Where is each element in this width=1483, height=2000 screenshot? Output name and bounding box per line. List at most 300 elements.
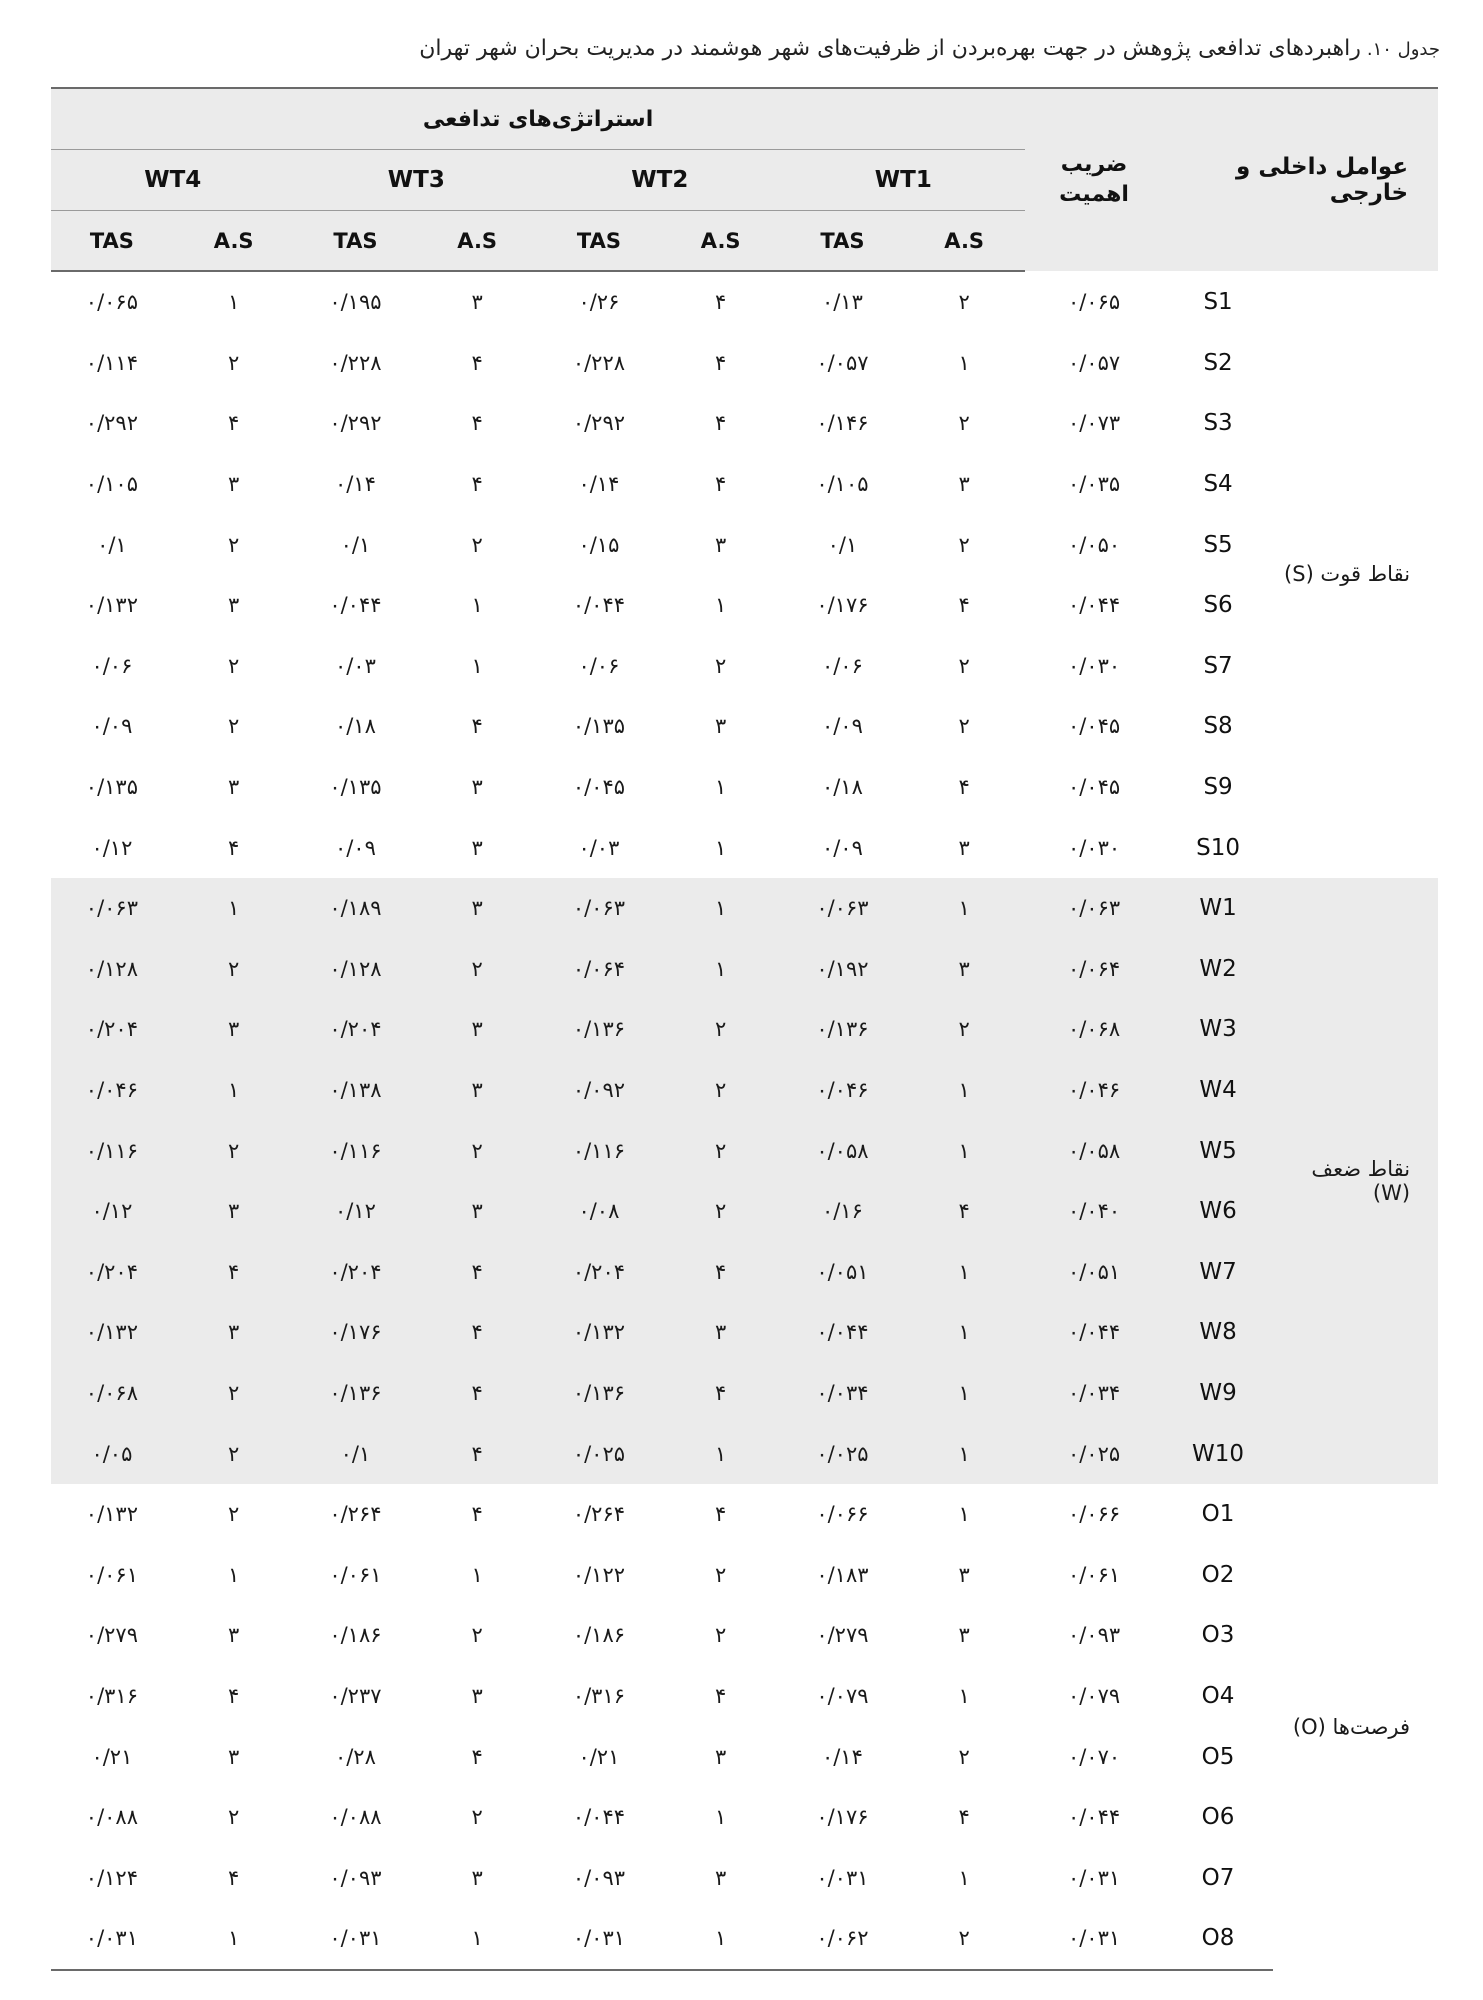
as-score: ۴ bbox=[228, 411, 240, 436]
factor-code: W10 bbox=[1163, 1423, 1273, 1484]
as-score: ۴ bbox=[471, 1744, 483, 1769]
tas-score: ۰/۱۵ bbox=[578, 532, 620, 557]
table-row bbox=[51, 514, 1438, 575]
tas-score: ۰/۳۱۶ bbox=[85, 1683, 138, 1708]
importance-coefficient: ۰/۰۳۰ bbox=[1067, 653, 1121, 678]
as-score: ۱ bbox=[416, 1908, 538, 1970]
header-tas: TAS bbox=[51, 211, 173, 272]
tas-score: ۰/۱۳۶ bbox=[538, 1363, 660, 1424]
as-score: ۲ bbox=[228, 532, 240, 557]
factor-code: O3 bbox=[1201, 1622, 1235, 1649]
factor-code: O8 bbox=[1163, 1908, 1273, 1970]
header-as: A.S bbox=[173, 211, 295, 272]
as-score: ۴ bbox=[416, 1423, 538, 1484]
tas-score: ۰/۱۷۶ bbox=[816, 1805, 869, 1830]
tas-score: ۰/۰۶۳ bbox=[782, 878, 904, 939]
importance-coefficient: ۰/۰۶۱ bbox=[1067, 1562, 1121, 1587]
tas-score: ۰/۰۶ bbox=[821, 653, 863, 678]
as-score: ۳ bbox=[958, 1562, 970, 1587]
table-row bbox=[51, 1544, 1438, 1605]
importance-coefficient: ۰/۰۴۴ bbox=[1067, 1805, 1121, 1830]
tas-score: ۰/۰۶۸ bbox=[51, 1363, 173, 1424]
importance-coefficient: ۰/۰۶۶ bbox=[1067, 1502, 1121, 1527]
factor-code: O4 bbox=[1201, 1682, 1235, 1709]
as-score: ۳ bbox=[416, 1181, 538, 1242]
importance-coefficient: ۰/۰۷۰ bbox=[1067, 1744, 1121, 1769]
tas-score: ۰/۰۴۴ bbox=[572, 1805, 626, 1830]
as-score: ۳ bbox=[416, 999, 538, 1060]
tas-score: ۰/۰۸ bbox=[538, 1181, 660, 1242]
table-row bbox=[51, 1181, 1438, 1242]
tas-score: ۰/۰۸۸ bbox=[85, 1805, 138, 1830]
as-score: ۱ bbox=[903, 1302, 1025, 1363]
header-tas: TAS bbox=[538, 211, 660, 272]
as-score: ۳ bbox=[173, 999, 295, 1060]
as-score: ۱ bbox=[958, 1502, 970, 1527]
as-score: ۴ bbox=[958, 775, 970, 800]
as-score: ۲ bbox=[228, 653, 240, 678]
as-score: ۲ bbox=[173, 1363, 295, 1424]
header-as: A.S bbox=[660, 211, 782, 272]
tas-score: ۰/۲۹۲ bbox=[572, 411, 626, 436]
as-score: ۴ bbox=[715, 411, 727, 436]
tas-score: ۰/۱۴ bbox=[578, 472, 620, 497]
as-score: ۱ bbox=[228, 290, 240, 315]
tas-score: ۰/۰۶ bbox=[91, 653, 133, 678]
tas-score: ۰/۱۳۲ bbox=[85, 593, 138, 618]
tas-score: ۰/۰۳ bbox=[578, 835, 620, 860]
as-score: ۳ bbox=[471, 1865, 483, 1890]
table-row bbox=[51, 636, 1438, 697]
tas-score: ۰/۰۹۲ bbox=[538, 1060, 660, 1121]
factor-group-label: نقاط ضعف (W) bbox=[1273, 878, 1438, 1484]
as-score: ۱ bbox=[903, 1060, 1025, 1121]
table-row bbox=[51, 333, 1438, 394]
tas-score: ۰/۰۷۹ bbox=[816, 1683, 869, 1708]
tas-score: ۰/۱۳۲ bbox=[538, 1302, 660, 1363]
as-score: ۱ bbox=[903, 878, 1025, 939]
as-score: ۳ bbox=[228, 593, 240, 618]
as-score: ۳ bbox=[416, 1060, 538, 1121]
tas-score: ۰/۳۱۶ bbox=[572, 1683, 626, 1708]
tas-score: ۰/۰۶۴ bbox=[538, 939, 660, 1000]
tas-score: ۰/۲۷۹ bbox=[816, 1623, 869, 1648]
table-row bbox=[51, 1908, 1438, 1970]
tas-score: ۰/۱۹۵ bbox=[329, 290, 382, 315]
as-score: ۲ bbox=[903, 999, 1025, 1060]
as-score: ۴ bbox=[958, 593, 970, 618]
factor-code: W6 bbox=[1163, 1181, 1273, 1242]
importance-coefficient: ۰/۰۵۱ bbox=[1025, 1242, 1163, 1303]
table-row bbox=[51, 1060, 1438, 1121]
importance-coefficient: ۰/۰۶۴ bbox=[1025, 939, 1163, 1000]
as-score: ۲ bbox=[173, 939, 295, 1000]
as-score: ۱ bbox=[660, 939, 782, 1000]
as-score: ۴ bbox=[471, 472, 483, 497]
factor-code: W8 bbox=[1163, 1302, 1273, 1363]
as-score: ۳ bbox=[471, 775, 483, 800]
as-score: ۱ bbox=[173, 1060, 295, 1121]
tas-score: ۰/۰۴۴ bbox=[782, 1302, 904, 1363]
as-score: ۴ bbox=[660, 1242, 782, 1303]
tas-score: ۰/۰۶۳ bbox=[538, 878, 660, 939]
tas-score: ۰/۰۶۱ bbox=[329, 1562, 382, 1587]
table-row bbox=[51, 757, 1438, 818]
tas-score: ۰/۱۱۶ bbox=[538, 1120, 660, 1181]
factor-code: S1 bbox=[1203, 288, 1233, 315]
tas-score: ۰/۰۳۱ bbox=[295, 1908, 417, 1970]
as-score: ۲ bbox=[228, 1502, 240, 1527]
factor-code: W2 bbox=[1163, 939, 1273, 1000]
tas-score: ۰/۲۷۹ bbox=[85, 1623, 138, 1648]
tas-score: ۰/۱۳۵ bbox=[85, 775, 138, 800]
as-score: ۱ bbox=[715, 1805, 727, 1830]
header-wt3: WT3 bbox=[295, 150, 539, 211]
tas-score: ۰/۰۳۱ bbox=[538, 1908, 660, 1970]
table-row bbox=[51, 878, 1438, 939]
tas-score: ۰/۱۳۸ bbox=[295, 1060, 417, 1121]
tas-score: ۰/۱۳۵ bbox=[572, 714, 626, 739]
importance-coefficient: ۰/۰۹۳ bbox=[1067, 1623, 1121, 1648]
tas-score: ۰/۰۲۵ bbox=[538, 1423, 660, 1484]
as-score: ۱ bbox=[660, 1908, 782, 1970]
tas-score: ۰/۰۴۶ bbox=[51, 1060, 173, 1121]
table-row bbox=[51, 393, 1438, 454]
as-score: ۲ bbox=[173, 1423, 295, 1484]
as-score: ۱ bbox=[471, 653, 483, 678]
as-score: ۳ bbox=[715, 1865, 727, 1890]
header-coef-line1: ضریب bbox=[1060, 152, 1128, 177]
factor-code: O2 bbox=[1201, 1561, 1235, 1588]
as-score: ۴ bbox=[228, 1683, 240, 1708]
as-score: ۲ bbox=[471, 532, 483, 557]
as-score: ۱ bbox=[903, 1363, 1025, 1424]
as-score: ۱ bbox=[173, 878, 295, 939]
as-score: ۱ bbox=[228, 1562, 240, 1587]
factor-code: S2 bbox=[1203, 349, 1233, 376]
as-score: ۲ bbox=[958, 714, 970, 739]
tas-score: ۰/۲۶۴ bbox=[329, 1502, 382, 1527]
as-score: ۳ bbox=[173, 1181, 295, 1242]
tas-score: ۰/۱۸۶ bbox=[329, 1623, 382, 1648]
tas-score: ۰/۱۳۲ bbox=[85, 1502, 138, 1527]
tas-score: ۰/۲۸ bbox=[334, 1744, 376, 1769]
as-score: ۲ bbox=[715, 1562, 727, 1587]
tas-score: ۰/۰۴۴ bbox=[572, 593, 626, 618]
as-score: ۱ bbox=[471, 593, 483, 618]
as-score: ۳ bbox=[903, 939, 1025, 1000]
factor-code: S4 bbox=[1203, 471, 1233, 498]
as-score: ۳ bbox=[471, 290, 483, 315]
importance-coefficient: ۰/۰۴۴ bbox=[1025, 1302, 1163, 1363]
as-score: ۴ bbox=[958, 1805, 970, 1830]
importance-coefficient: ۰/۰۴۰ bbox=[1025, 1181, 1163, 1242]
importance-coefficient: ۰/۰۵۷ bbox=[1067, 350, 1121, 375]
header-factors: عوامل داخلی و خارجی bbox=[1163, 88, 1438, 271]
table-body bbox=[51, 271, 1438, 1970]
tas-score: ۰/۰۶۶ bbox=[816, 1502, 869, 1527]
as-score: ۴ bbox=[471, 714, 483, 739]
as-score: ۱ bbox=[715, 835, 727, 860]
tas-score: ۰/۰۶ bbox=[578, 653, 620, 678]
tas-score: ۰/۰۳۱ bbox=[816, 1865, 869, 1890]
header-wt2: WT2 bbox=[538, 150, 782, 211]
tas-score: ۰/۱۹۲ bbox=[782, 939, 904, 1000]
importance-coefficient: ۰/۰۶۳ bbox=[1025, 878, 1163, 939]
header-strategies: استراتژی‌های تدافعی bbox=[51, 88, 1025, 150]
tas-score: ۰/۱۳۶ bbox=[538, 999, 660, 1060]
tas-score: ۰/۰۵۷ bbox=[816, 350, 869, 375]
tas-score: ۰/۲۲۸ bbox=[329, 350, 382, 375]
tas-score: ۰/۱۸۶ bbox=[572, 1623, 626, 1648]
tas-score: ۰/۰۴۵ bbox=[572, 775, 626, 800]
factor-group-label: فرصت‌ها (O) bbox=[1292, 1714, 1411, 1739]
tas-score: ۰/۰۶۱ bbox=[85, 1562, 138, 1587]
tas-score: ۰/۰۶۳ bbox=[51, 878, 173, 939]
tas-score: ۰/۱ bbox=[97, 532, 127, 557]
tas-score: ۰/۱۳۵ bbox=[329, 775, 382, 800]
as-score: ۲ bbox=[715, 653, 727, 678]
header-wt4: WT4 bbox=[51, 150, 295, 211]
tas-score: ۰/۱۲ bbox=[91, 835, 133, 860]
tas-score: ۰/۰۹ bbox=[821, 835, 863, 860]
caption-label: جدول ۱۰. bbox=[1366, 39, 1440, 60]
header-tas: TAS bbox=[782, 211, 904, 272]
tas-score: ۰/۱ bbox=[827, 532, 858, 557]
as-score: ۲ bbox=[660, 1181, 782, 1242]
tas-score: ۰/۱۲۸ bbox=[51, 939, 173, 1000]
tas-score: ۰/۲۹۲ bbox=[85, 411, 138, 436]
as-score: ۳ bbox=[660, 1302, 782, 1363]
as-score: ۳ bbox=[228, 1623, 240, 1648]
tas-score: ۰/۱۷۶ bbox=[295, 1302, 417, 1363]
header-coef-line2: اهمیت bbox=[1059, 182, 1129, 207]
importance-coefficient: ۰/۰۳۴ bbox=[1025, 1363, 1163, 1424]
factor-code: S6 bbox=[1203, 592, 1233, 619]
as-score: ۴ bbox=[471, 411, 483, 436]
factor-code: W4 bbox=[1163, 1060, 1273, 1121]
importance-coefficient: ۰/۰۴۴ bbox=[1067, 593, 1121, 618]
factor-group-label: نقاط قوت (S) bbox=[1284, 562, 1411, 587]
as-score: ۳ bbox=[416, 878, 538, 939]
table-caption bbox=[50, 36, 1440, 61]
tas-score: ۰/۰۶۵ bbox=[85, 290, 138, 315]
tas-score: ۰/۰۳۱ bbox=[51, 1908, 173, 1970]
tas-score: ۰/۰۹ bbox=[821, 714, 863, 739]
tas-score: ۰/۰۹۳ bbox=[329, 1865, 382, 1890]
tas-score: ۰/۱۱۶ bbox=[51, 1120, 173, 1181]
as-score: ۱ bbox=[958, 1683, 970, 1708]
tas-score: ۰/۲۹۲ bbox=[329, 411, 382, 436]
tas-score: ۰/۲۰۴ bbox=[51, 999, 173, 1060]
tas-score: ۰/۱۴۶ bbox=[816, 411, 869, 436]
as-score: ۲ bbox=[958, 532, 970, 557]
tas-score: ۰/۱۳ bbox=[821, 290, 863, 315]
tas-score: ۰/۲۱ bbox=[91, 1744, 133, 1769]
as-score: ۴ bbox=[715, 350, 727, 375]
strategy-table bbox=[51, 87, 1438, 1971]
as-score: ۱ bbox=[471, 1562, 483, 1587]
header-wt1: WT1 bbox=[782, 150, 1026, 211]
table-row bbox=[51, 1484, 1438, 1545]
factor-code: W1 bbox=[1163, 878, 1273, 939]
as-score: ۴ bbox=[173, 1242, 295, 1303]
as-score: ۱ bbox=[903, 1242, 1025, 1303]
tas-score: ۰/۰۵ bbox=[51, 1423, 173, 1484]
tas-score: ۰/۱۸ bbox=[334, 714, 376, 739]
tas-score: ۰/۱۸ bbox=[821, 775, 863, 800]
header-as: A.S bbox=[416, 211, 538, 272]
tas-score: ۰/۱۸۳ bbox=[816, 1562, 869, 1587]
tas-score: ۰/۲۳۷ bbox=[329, 1683, 382, 1708]
factor-code: W3 bbox=[1163, 999, 1273, 1060]
as-score: ۳ bbox=[958, 472, 970, 497]
table-row bbox=[51, 271, 1438, 333]
tas-score: ۰/۲۰۴ bbox=[538, 1242, 660, 1303]
table-row bbox=[51, 817, 1438, 878]
as-score: ۴ bbox=[416, 1363, 538, 1424]
factor-code: S10 bbox=[1196, 834, 1240, 861]
importance-coefficient: ۰/۰۳۱ bbox=[1025, 1908, 1163, 1970]
tas-score: ۰/۰۶۲ bbox=[782, 1908, 904, 1970]
importance-coefficient: ۰/۰۶۸ bbox=[1025, 999, 1163, 1060]
table-row bbox=[51, 1726, 1438, 1787]
table-row bbox=[51, 1120, 1438, 1181]
header-tas: TAS bbox=[295, 211, 417, 272]
tas-score: ۰/۱۱۶ bbox=[295, 1120, 417, 1181]
tas-score: ۰/۰۸۸ bbox=[329, 1805, 382, 1830]
tas-score: ۰/۰۵۸ bbox=[782, 1120, 904, 1181]
as-score: ۲ bbox=[958, 653, 970, 678]
as-score: ۴ bbox=[228, 1865, 240, 1890]
table-row bbox=[51, 1605, 1438, 1666]
tas-score: ۰/۱۴ bbox=[821, 1744, 863, 1769]
as-score: ۱ bbox=[173, 1908, 295, 1970]
tas-score: ۰/۱۳۶ bbox=[295, 1363, 417, 1424]
table-row bbox=[51, 1363, 1438, 1424]
importance-coefficient: ۰/۰۳۱ bbox=[1067, 1865, 1121, 1890]
factor-code: S5 bbox=[1203, 531, 1233, 558]
as-score: ۲ bbox=[660, 1120, 782, 1181]
tas-score: ۰/۰۹ bbox=[334, 835, 376, 860]
tas-score: ۰/۰۳ bbox=[334, 653, 376, 678]
as-score: ۲ bbox=[228, 714, 240, 739]
as-score: ۲ bbox=[173, 1120, 295, 1181]
tas-score: ۰/۰۵۱ bbox=[782, 1242, 904, 1303]
as-score: ۳ bbox=[228, 775, 240, 800]
as-score: ۴ bbox=[715, 1683, 727, 1708]
as-score: ۱ bbox=[660, 1423, 782, 1484]
table-row bbox=[51, 575, 1438, 636]
tas-score: ۰/۲۲۸ bbox=[572, 350, 626, 375]
as-score: ۳ bbox=[471, 835, 483, 860]
as-score: ۴ bbox=[715, 472, 727, 497]
as-score: ۱ bbox=[903, 1120, 1025, 1181]
tas-score: ۰/۰۳۴ bbox=[782, 1363, 904, 1424]
tas-score: ۰/۲۰۴ bbox=[51, 1242, 173, 1303]
as-score: ۲ bbox=[471, 1805, 483, 1830]
tas-score: ۰/۰۹۳ bbox=[572, 1865, 626, 1890]
as-score: ۳ bbox=[471, 1683, 483, 1708]
importance-coefficient: ۰/۰۳۵ bbox=[1067, 472, 1121, 497]
tas-score: ۰/۱۲ bbox=[51, 1181, 173, 1242]
as-score: ۴ bbox=[416, 1302, 538, 1363]
factor-code: W7 bbox=[1163, 1242, 1273, 1303]
as-score: ۱ bbox=[715, 775, 727, 800]
tas-score: ۰/۱۰۵ bbox=[816, 472, 869, 497]
tas-score: ۰/۱۱۴ bbox=[85, 350, 138, 375]
importance-coefficient: ۰/۰۵۸ bbox=[1025, 1120, 1163, 1181]
as-score: ۴ bbox=[715, 290, 727, 315]
factor-code: O6 bbox=[1201, 1804, 1235, 1831]
as-score: ۱ bbox=[660, 878, 782, 939]
importance-coefficient: ۰/۰۷۳ bbox=[1067, 411, 1121, 436]
as-score: ۴ bbox=[715, 1502, 727, 1527]
as-score: ۳ bbox=[958, 835, 970, 860]
as-score: ۲ bbox=[958, 1744, 970, 1769]
table-row bbox=[51, 1302, 1438, 1363]
caption-text: راهبردهای تدافعی پژوهش در جهت بهره‌بردن از ظرفیت‌های شهر هوشمند در مدیریت بحران شهر تهران bbox=[419, 36, 1361, 61]
table-row bbox=[51, 696, 1438, 757]
as-score: ۴ bbox=[228, 835, 240, 860]
as-score: ۴ bbox=[660, 1363, 782, 1424]
as-score: ۳ bbox=[715, 714, 727, 739]
importance-coefficient: ۰/۰۳۰ bbox=[1067, 835, 1121, 860]
importance-coefficient: ۰/۰۴۵ bbox=[1067, 714, 1121, 739]
factor-code: S7 bbox=[1203, 652, 1233, 679]
table-row bbox=[51, 1787, 1438, 1848]
tas-score: ۰/۰۲۵ bbox=[782, 1423, 904, 1484]
as-score: ۲ bbox=[903, 1908, 1025, 1970]
factor-code: O7 bbox=[1201, 1864, 1235, 1891]
as-score: ۱ bbox=[715, 593, 727, 618]
tas-score: ۰/۰۴۶ bbox=[782, 1060, 904, 1121]
as-score: ۲ bbox=[958, 290, 970, 315]
table-row bbox=[51, 939, 1438, 1000]
as-score: ۱ bbox=[903, 1423, 1025, 1484]
header-as: A.S bbox=[903, 211, 1025, 272]
as-score: ۱ bbox=[958, 350, 970, 375]
as-score: ۲ bbox=[660, 1060, 782, 1121]
table-row bbox=[51, 1847, 1438, 1908]
tas-score: ۰/۰۴۴ bbox=[329, 593, 382, 618]
header-coefficient bbox=[1025, 88, 1163, 271]
tas-score: ۰/۲۶۴ bbox=[572, 1502, 626, 1527]
tas-score: ۰/۱۲۲ bbox=[572, 1562, 626, 1587]
as-score: ۴ bbox=[471, 350, 483, 375]
as-score: ۴ bbox=[903, 1181, 1025, 1242]
as-score: ۴ bbox=[471, 1502, 483, 1527]
as-score: ۳ bbox=[958, 1623, 970, 1648]
table-row bbox=[51, 999, 1438, 1060]
tas-score: ۰/۱۲ bbox=[295, 1181, 417, 1242]
factor-code: O1 bbox=[1201, 1501, 1235, 1528]
importance-coefficient: ۰/۰۴۶ bbox=[1025, 1060, 1163, 1121]
as-score: ۲ bbox=[715, 1623, 727, 1648]
as-score: ۳ bbox=[173, 1302, 295, 1363]
as-score: ۲ bbox=[660, 999, 782, 1060]
tas-score: ۰/۱۳۶ bbox=[782, 999, 904, 1060]
table-row bbox=[51, 454, 1438, 515]
as-score: ۲ bbox=[228, 350, 240, 375]
as-score: ۳ bbox=[715, 1744, 727, 1769]
tas-score: ۰/۱۷۶ bbox=[816, 593, 869, 618]
importance-coefficient: ۰/۰۷۹ bbox=[1067, 1683, 1121, 1708]
factor-code: W9 bbox=[1163, 1363, 1273, 1424]
as-score: ۳ bbox=[228, 1744, 240, 1769]
tas-score: ۰/۱ bbox=[295, 1423, 417, 1484]
tas-score: ۰/۱۰۵ bbox=[85, 472, 138, 497]
